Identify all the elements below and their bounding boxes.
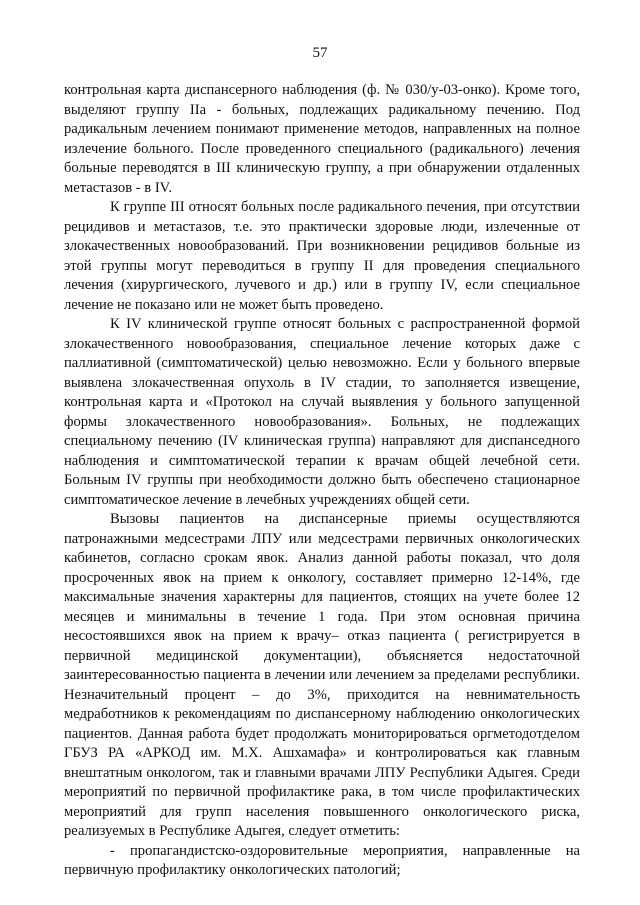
paragraph-patient-calls: Вызовы пациентов на диспансерные приемы осуществляются патронажными медсестрами ЛПУ или медсестрами первичных онкологических кабинетов, согласно срокам явок. Анализ данной работы показал, что доля просроченных явок на прием к онкологу, составляет примерно 12-14%, где максимальные значения характерны для пациентов, стоящих на учете более 12 месяцев и минимальны в течение 1 года. При этом основная причина несостоявшихся явок на прием к врачу– отказ пациента ( регистрируется в первичной медицинской документации), объясняется недостаточной заинтересованностью пациента в лечении или лечением за пределами республики. Незначительный процент – до 3%, приходится на невнимательность медработников к рекомендациям по диспансерному наблюдению онкологических пациентов. Данная работа будет продолжать мониторироваться оргметодотделом ГБУЗ РА «АРКОД им. М.Х. Ашхамафа» и контролироваться как главным внештатным онкологом, так и главными врачами ЛПУ Республики Адыгея. Среди мероприятий по первичной профилактике рака, в том числе профилактических мероприятий для групп населения повышенного онкологического риска, реализуемых в Республике Адыгея, следует отметить: [64, 511, 580, 839]
paragraph-group-iv: К IV клинической группе относят больных с распространенной формой злокачественного новообразования, специальное лечение которых даже с паллиативной (симптоматической) целью невозможно. Если у больного впервые выявлена злокачественная опухоль в IV стадии, то заполняется извещение, контрольная карта и «Протокол на случай выявления у больного запущенной формы злокачественного новообразования». Больных, не подлежащих специальному печению (IV клиническая группа) направляют для диспанседного наблюдения и симптоматической терапии к врачам общей лечебной сети. Больным IV группы при необходимости должно быть обеспечено стационарное симптоматическое лечение в лечебных учреждениях общей сети. [64, 316, 580, 508]
document-body [64, 81, 580, 881]
paragraph-continuation: контрольная карта диспансерного наблюдения (ф. № 030/у-03-онко). Кроме того, выделяют группу IIа - больных, подлежащих радикальному печению. Под радикальным лечением понимают применение методов, направленных на полное излечение больного. После проведенного специального (радикального) лечения больные переводятся в III клиническую группу, а при обнаружении отдаленных метастазов - в IV. [64, 82, 580, 196]
page-number: 57 [312, 45, 328, 61]
paragraph-group-iii: К группе III относят больных после радикального печения, при отсутствии рецидивов и метастазов, т.е. это практически здоровые люди, излеченные от злокачественных новообразований. При возникновении рецидивов больные из этой группы могут переводиться в группу II для проведения специального лечения (хирургического, лучевого и др.) или в группу IV, если специальное лечение не показано или не может быть проведено. [64, 199, 580, 313]
list-item-prevention: - пропагандистско-оздоровительные мероприятия, направленные на первичную профилактику онкологических патологий; [64, 842, 580, 878]
